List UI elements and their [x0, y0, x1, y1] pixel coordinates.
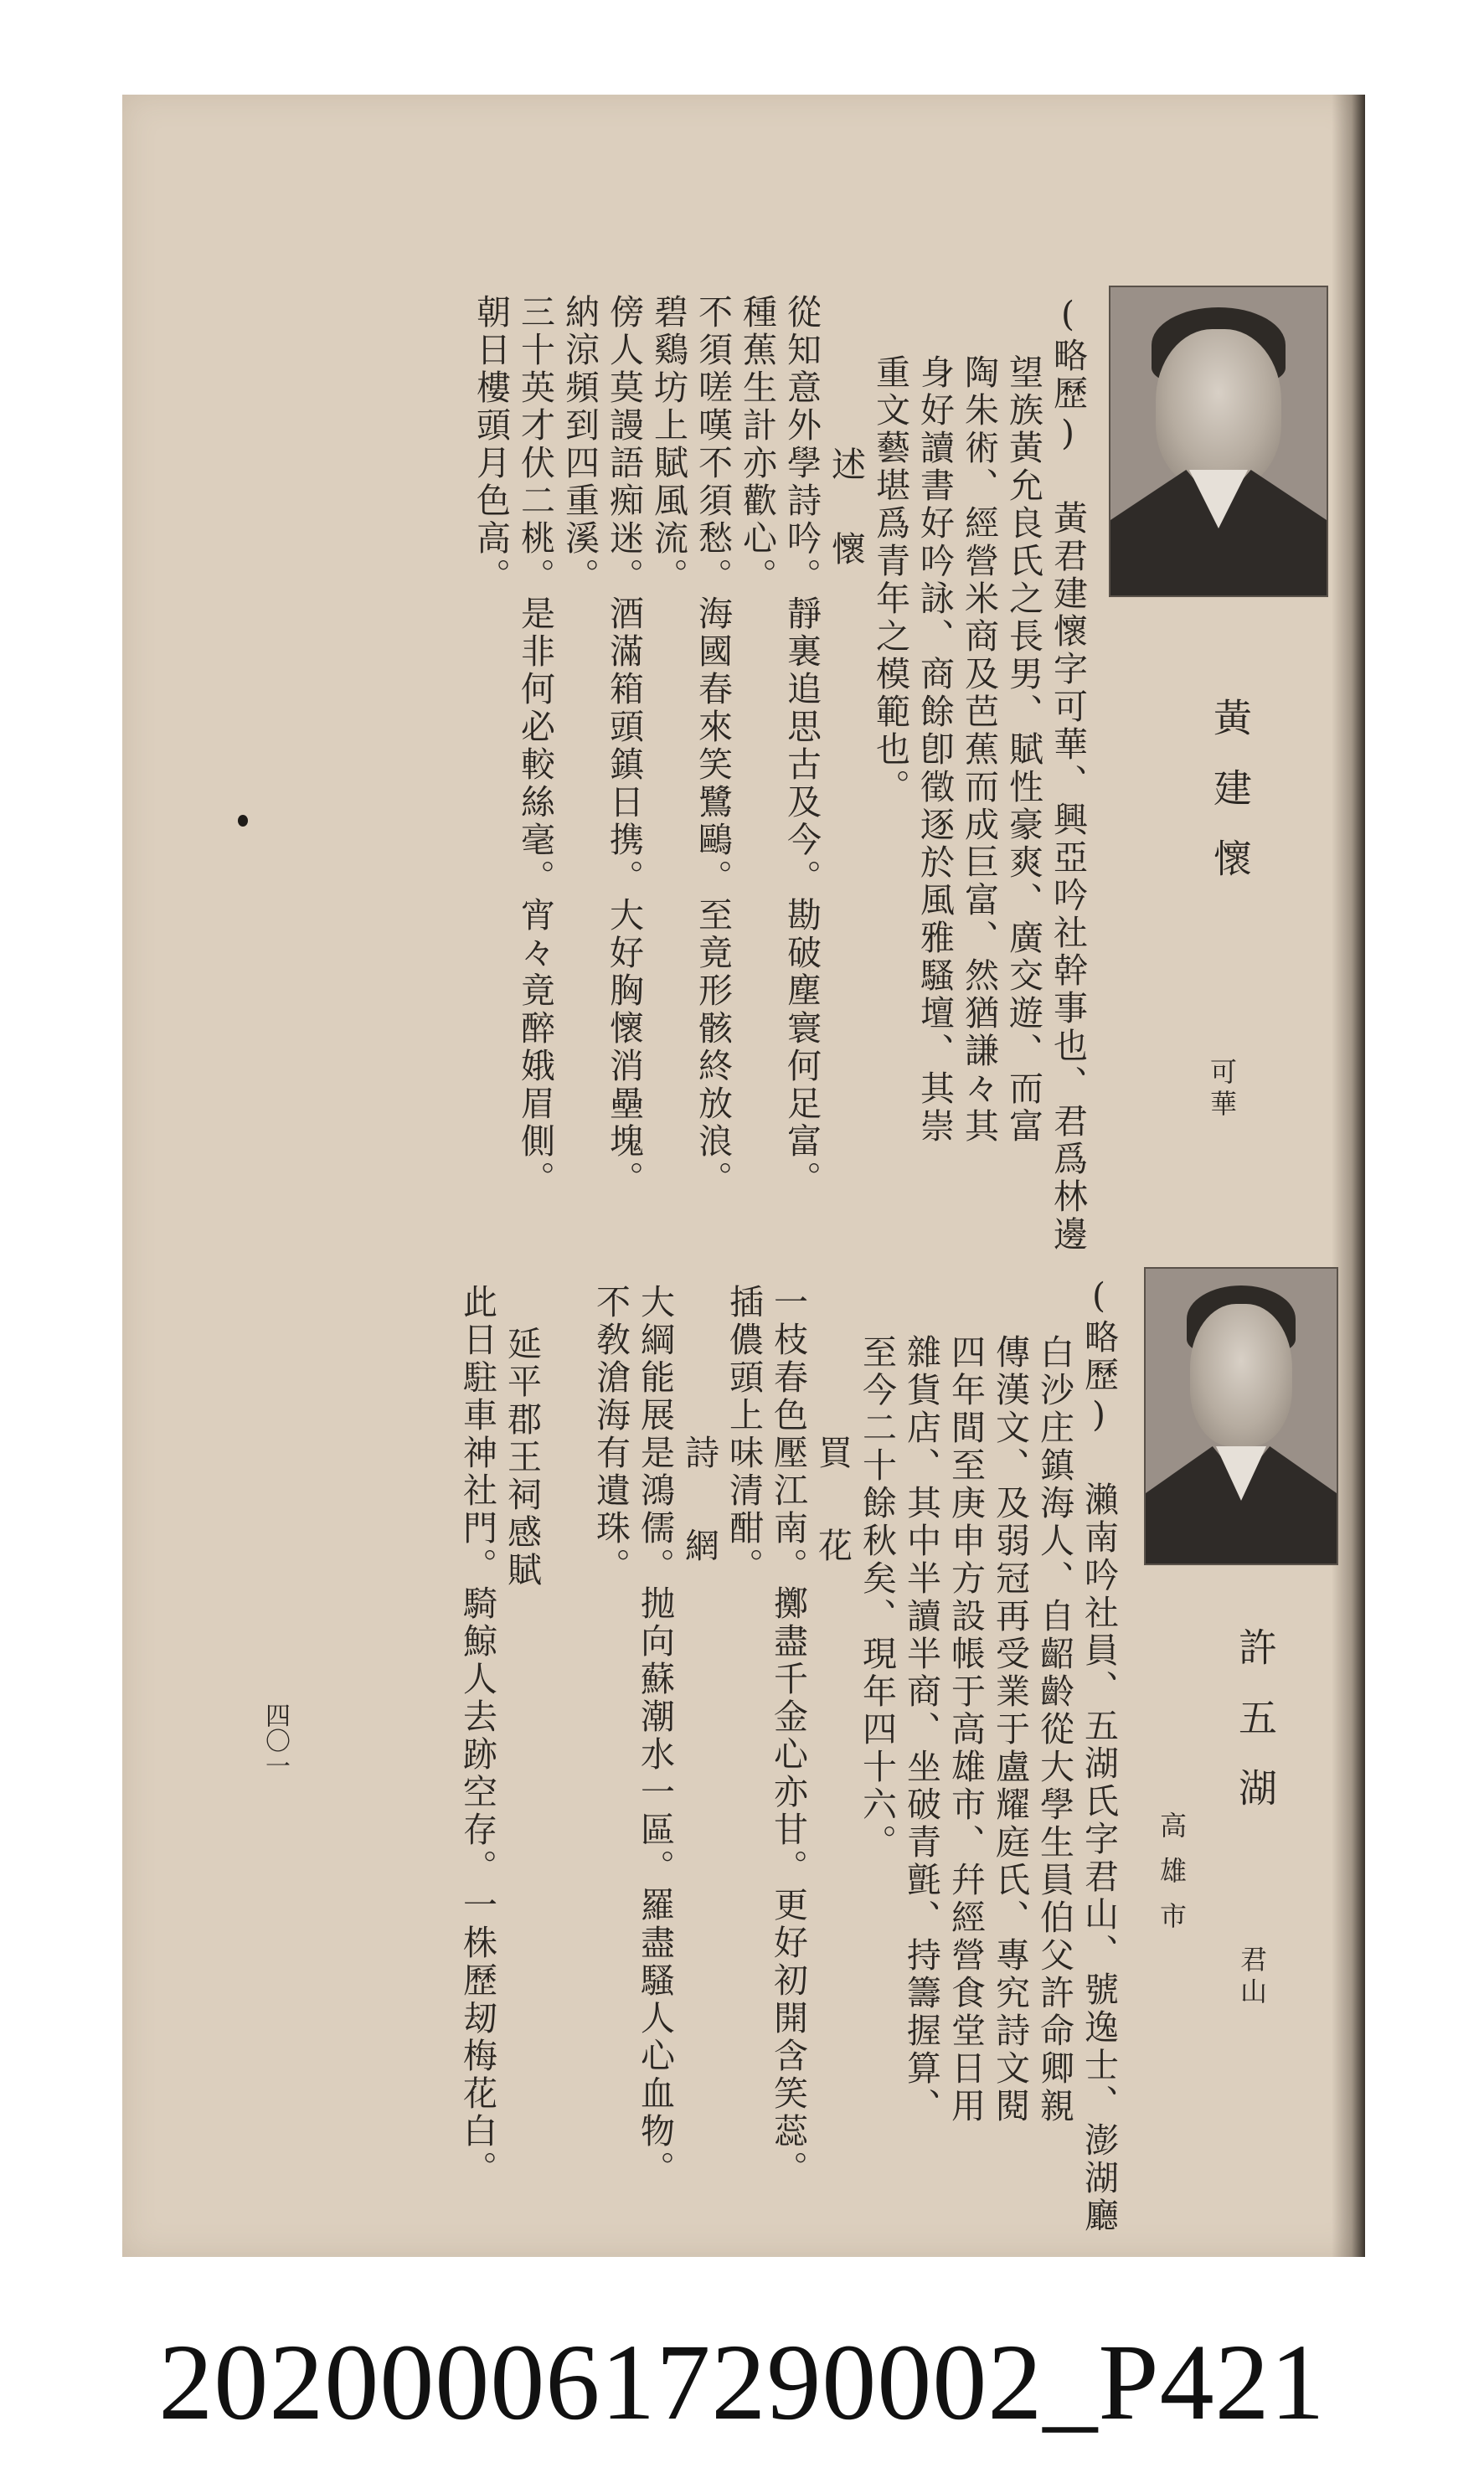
bio-column-xu-1: (略歷) 瀨南吟社員、五湖氏字君山、號逸士、澎湖廳 [1079, 1275, 1119, 2235]
bio-column-huang-4: 身好讀書好吟詠、商餘卽徵逐於風雅騷壇、其崇 [915, 354, 955, 1146]
ink-spot [238, 815, 248, 827]
courtesy-name-xu: 君山 [1236, 1945, 1268, 2009]
poem-line-huang-3: 不須嗟嘆不須愁。海國春來笑鷺鷗。至竟形骸終放浪。 [693, 294, 733, 1198]
page-number: 四〇一 [260, 1703, 290, 1778]
bio-column-xu-3: 傳漢文、及弱冠再受業于盧耀庭氏、專究詩文閱 [990, 1334, 1030, 2125]
bio-column-huang-1: (略歷) 黃君建懷字可華、興亞吟社幹事也、君爲林邊 [1048, 294, 1088, 1254]
poem-line-huang-1: 從知意外學詩吟。靜裏追思古及今。勘破塵寰何足富。 [781, 294, 822, 1198]
image-id-caption: 2020000617290002_P421 [158, 2322, 1326, 2443]
poem-line-xu-1b: 插儂頭上味清酣。 [724, 1284, 764, 1585]
courtesy-name-huang: 可華 [1206, 1058, 1238, 1121]
person-name-huang: 黃建懷 [1208, 698, 1253, 909]
poem-line-huang-6: 納涼頻到四重溪。 [559, 294, 600, 595]
poem-line-xu-2a: 大綱能展是鴻儒。抛向蘇潮水一區。羅盡騷人心血物。 [635, 1284, 675, 2188]
bio-column-xu-2: 白沙庄鎮海人、自齠齡從大學生員伯父許命卿親 [1034, 1334, 1074, 2125]
poem-line-huang-7: 三十英才伏二桃。是非何必較絲毫。宵々竟醉娥眉側。 [515, 294, 555, 1198]
book-spine-shadow [1332, 95, 1365, 2257]
bio-column-xu-6: 至今二十餘秋矣、現年四十六。 [857, 1334, 897, 1862]
bio-column-xu-5: 雜貨店、其中半讀半商、坐破青氈、持籌握算、 [901, 1334, 941, 2125]
poem-title-xu-2: 詩網 [679, 1435, 719, 1620]
bio-column-xu-4: 四年間至庚申方設帳于高雄市、幷經營食堂日用 [946, 1334, 986, 2125]
portrait-photo-huang [1109, 286, 1328, 597]
poem-line-xu-1a: 一枝春色壓江南。擲盡千金心亦甘。更好初開含笑蕊。 [768, 1284, 808, 2188]
poem-title-xu-1: 買花 [812, 1435, 853, 1620]
poem-title-xu-3: 延平郡王祠感賦 [502, 1326, 542, 1589]
poem-line-huang-2: 種蕉生計亦歡心。 [737, 294, 777, 595]
bio-column-huang-3: 陶朱術、經營米商及芭蕉而成巨富、然猶謙々其 [959, 354, 999, 1146]
bio-column-huang-2: 望族黃允良氏之長男、賦性豪爽、廣交遊、而富 [1003, 354, 1043, 1146]
location-xu: 高雄市 [1156, 1811, 1188, 1947]
bio-column-huang-5: 重文藝堪爲青年之模範也。 [870, 354, 910, 806]
poem-line-xu-3a: 此日駐車神社門。騎鯨人去跡空存。一株歷刼梅花白。 [457, 1284, 497, 2188]
poem-line-huang-4: 碧鷄坊上賦風流。 [648, 294, 688, 595]
portrait-photo-xu [1144, 1267, 1338, 1565]
poem-line-xu-2b: 不敎滄海有遺珠。 [590, 1284, 631, 1585]
book-page [122, 95, 1365, 2257]
poem-title-huang: 述懷 [826, 446, 866, 616]
poem-line-huang-5: 傍人莫謾語痴迷。酒滿箱頭鎮日携。大好胸懷消壘塊。 [604, 294, 644, 1198]
poem-line-huang-8: 朝日樓頭月色高。 [471, 294, 511, 595]
person-name-xu: 許五湖 [1233, 1627, 1278, 1838]
